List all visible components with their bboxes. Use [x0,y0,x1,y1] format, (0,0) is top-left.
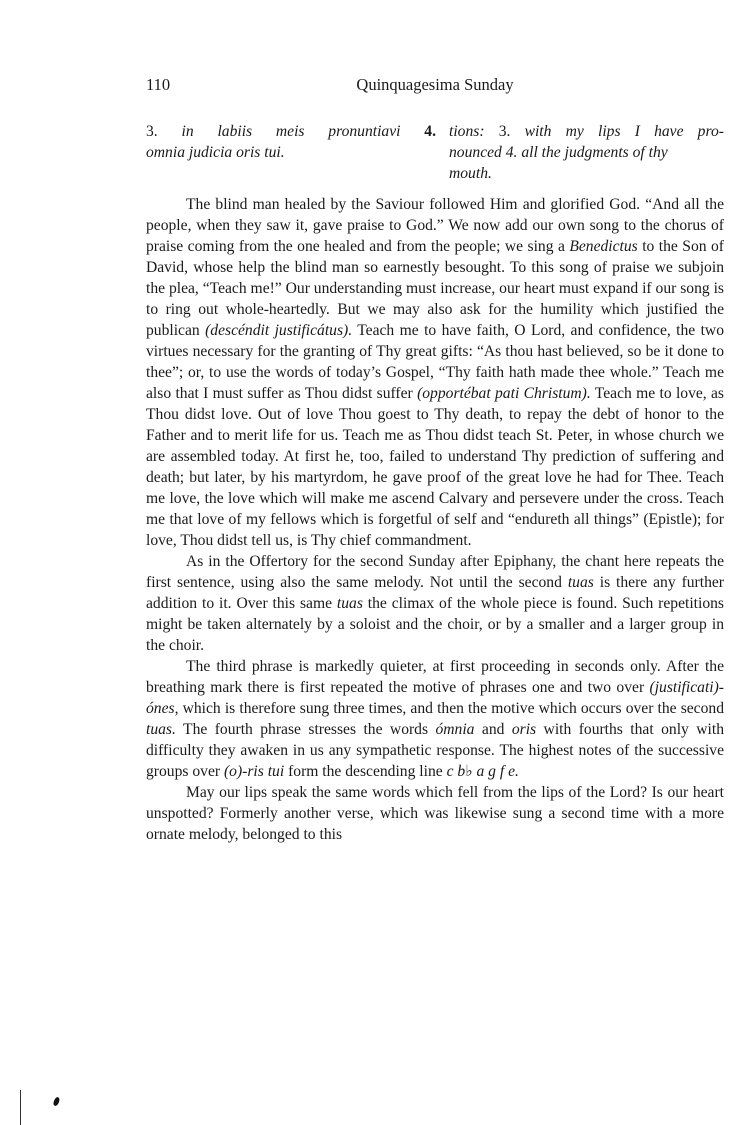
italic-term: tuas [567,574,594,591]
italic-term: (justificati)-ónes, [146,679,724,717]
english-word: my [565,123,584,140]
page-number: 110 [146,75,171,94]
italic-term: c b♭ a g f e. [446,763,519,780]
italic-term: tuas. [146,721,176,738]
text-run: The third phrase is markedly quieter, at first proceeding in seconds only. After the breathing mark there is first repeated the motive of phrases one and two over [146,658,724,696]
verse-latin [146,121,436,163]
paragraph-3 [146,656,724,782]
verse-number: 3. [498,123,511,140]
verse-number: 3. [146,123,158,140]
latin-word: labiis [217,123,253,140]
italic-term: (descéndit justificátus). [205,322,353,339]
text-run: the climax of the whole piece is found. Such repetitions might be taken alternately by a soloist and the choir, or by a smaller and a larger group in the choir. [146,595,725,654]
scan-edge-mark [20,1090,21,1125]
text-run: The fourth phrase stresses the words [175,721,436,738]
verse-english-line-3: mouth. [449,165,492,182]
commentary-body [146,194,724,845]
text-run: is there any further addition to it. Over this same [146,574,724,612]
verse-english-line-1 [449,121,724,142]
text-run: Teach me to have faith, O Lord, and confidence, the two virtues necessary for the granting of Thy great gifts: “As thou hast believed, so be it done to thee”; or, to use the words of today’s Gospel, “Thy faith hath made thee whole.” Teach me also that I must suffer as Thou didst suffer [146,322,724,402]
italic-term: tuas [336,595,363,612]
italic-term: Benedictus [569,238,638,255]
text-run: which is therefore sung three times, and then the motive which occurs over the second [178,700,724,717]
text-run: As in the Offertory for the second Sunday after Epiphany, the chant here repeats the first sentence, using also the same melody. Not until the second [146,553,724,591]
running-title: Quinquagesima Sunday [356,75,514,94]
english-word: I [634,123,640,140]
italic-term: ómnia [435,721,475,738]
text-run: and [474,721,512,738]
italic-term: (opportébat pati Christum). [417,385,591,402]
verse-english-line-2: nounced 4. all the judgments of thy [449,144,668,161]
text-run: Teach me to love, as Thou didst love. Out of love Thou goest to Thy death, to repay the debt of honor to the Father and to merit life for us. Teach me as Thou didst teach St. Peter, in whose church we are assembled today. At first he, too, failed to understand Thy prediction of suffering and death; but later, by his martyrdom, he gave proof of the great love he had for Thee. Teach me love, the love which will make me ascend Calvary and persevere under the cross. Teach me that love of my fellows which is forgetful of self and “endureth all things” (Epistle); for love, Thou didst tell us, is Thy chief commandment. [146,385,724,549]
verse-english [449,121,724,184]
english-word: lips [597,123,621,140]
italic-term: oris [511,721,537,738]
english-word: with [524,123,552,140]
text-run: with fourths that only with difficulty they awaken in us any sympathetic response. The highest notes of the successive groups over [146,721,724,780]
ink-speck [53,1096,61,1106]
text-run: form the descending line [284,763,447,780]
page-header [146,75,724,97]
english-word: tions: [449,123,485,140]
latin-word: pronuntiavi [328,123,401,140]
text-run: to the Son of David, whose help the blind man so earnestly besought. To this song of praise we subjoin the plea, “Teach me!” Our understanding must increase, our heart must expand if our song is to ring out whole-heartedly. But we may also ask for the humility which justified the publican [146,238,724,339]
english-word: have [654,123,684,140]
english-word: pro- [697,123,724,140]
paragraph-4 [146,782,724,845]
text-run: The blind man healed by the Saviour followed Him and glorified God. “And all the people, when they saw it, gave praise to God.” We now add our own song to the chorus of praise coming from the one healed and from the people; we sing a [146,196,724,255]
text-run: May our lips speak the same words which fell from the lips of the Lord? Is our heart unspotted? Formerly another verse, which was likewise sung a second time with a more ornate melody, belonged to this [146,784,724,843]
verse-latin-line-2: omnia judicia oris tui. [146,144,285,161]
paragraph-2 [146,551,724,656]
latin-word: meis [275,123,305,140]
verse-number: 4. [424,123,436,140]
latin-word: in [181,123,194,140]
paragraph-1 [146,194,724,551]
italic-term: (o)-ris tui [223,763,285,780]
verse-latin-line-1 [146,121,436,142]
